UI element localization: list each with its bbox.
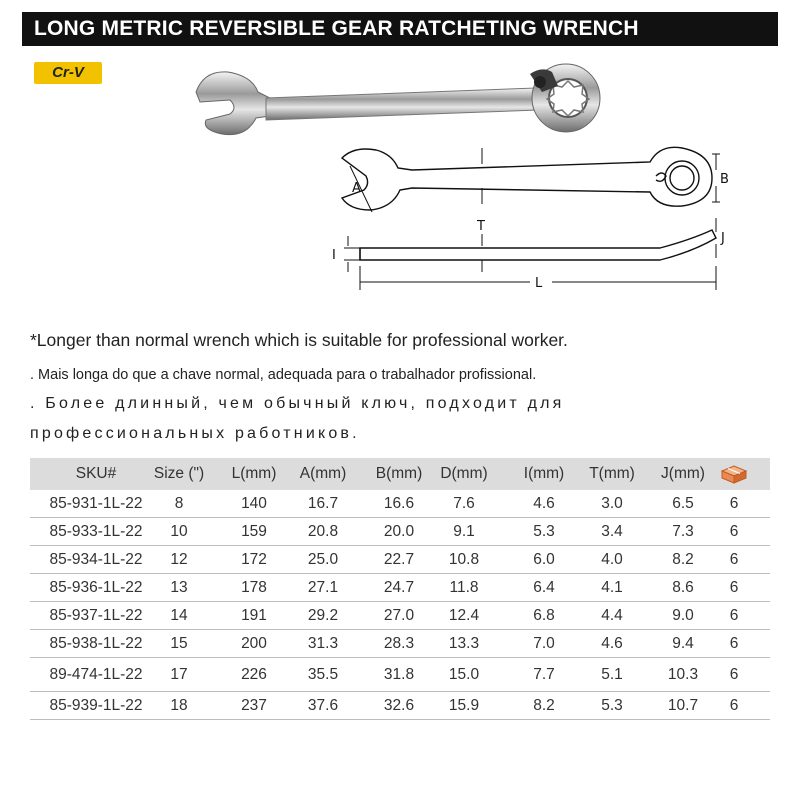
cell-d: 11.8: [449, 578, 479, 596]
cell-i: 8.2: [533, 696, 555, 714]
header-a: A(mm): [299, 465, 347, 482]
table-row: [30, 692, 770, 720]
header-sku: SKU#: [75, 465, 117, 482]
page-title: LONG METRIC REVERSIBLE GEAR RATCHETING WRENCH: [22, 12, 778, 46]
cell-a: 25.0: [307, 550, 339, 568]
cell-t: 5.1: [601, 665, 623, 683]
cell-size: 17: [170, 665, 188, 683]
cell-j: 10.7: [667, 696, 699, 714]
cell-b: 22.7: [383, 550, 415, 568]
cell-qty: 6: [729, 522, 739, 540]
cell-sku: 89-474-1L-22: [49, 665, 143, 683]
cell-qty: 6: [729, 578, 739, 596]
header-size: Size ("): [153, 465, 205, 482]
cell-sku: 85-938-1L-22: [49, 634, 143, 652]
note-russian-line2: профессиональных работников.: [30, 425, 360, 442]
material-badge: Cr-V: [34, 62, 102, 84]
cell-i: 6.0: [533, 550, 555, 568]
cell-i: 4.6: [533, 494, 555, 512]
table-row: [30, 518, 770, 546]
cell-a: 31.3: [307, 634, 339, 652]
table-header: [30, 458, 770, 490]
cell-d: 9.1: [453, 522, 475, 540]
cell-a: 29.2: [307, 606, 339, 624]
cell-a: 37.6: [307, 696, 339, 714]
cell-b: 20.0: [383, 522, 415, 540]
cell-l: 140: [241, 494, 267, 512]
cell-l: 226: [241, 665, 267, 683]
cell-size: 8: [174, 494, 184, 512]
note-russian-line1: . Более длинный, чем обычный ключ, подходит для: [30, 395, 565, 412]
package-box-icon: [714, 458, 754, 490]
cell-size: 10: [170, 522, 188, 540]
cell-j: 7.3: [672, 522, 694, 540]
cell-size: 14: [170, 606, 188, 624]
table-row: [30, 602, 770, 630]
cell-sku: 85-936-1L-22: [49, 578, 143, 596]
dim-label-t: T: [477, 219, 485, 234]
cell-sku: 85-931-1L-22: [49, 494, 143, 512]
cell-i: 7.7: [533, 665, 555, 683]
cell-t: 4.1: [601, 578, 623, 596]
cell-b: 27.0: [383, 606, 415, 624]
cell-sku: 85-934-1L-22: [49, 550, 143, 568]
cell-qty: 6: [729, 696, 739, 714]
cell-i: 5.3: [533, 522, 555, 540]
cell-l: 191: [241, 606, 267, 624]
cell-sku: 85-933-1L-22: [49, 522, 143, 540]
cell-b: 24.7: [383, 578, 415, 596]
cell-l: 178: [241, 578, 267, 596]
cell-l: 237: [241, 696, 267, 714]
cell-l: 172: [241, 550, 267, 568]
cell-i: 7.0: [533, 634, 555, 652]
cell-d: 15.0: [448, 665, 480, 683]
cell-size: 13: [170, 578, 188, 596]
wrench-photo: [186, 62, 616, 152]
header-t: T(mm): [589, 465, 635, 482]
header-b: B(mm): [375, 465, 423, 482]
cell-sku: 85-939-1L-22: [49, 696, 143, 714]
spec-table: [30, 458, 770, 720]
cell-b: 31.8: [383, 665, 415, 683]
table-row: [30, 658, 770, 692]
cell-sku: 85-937-1L-22: [49, 606, 143, 624]
dim-label-a: A: [352, 181, 361, 196]
cell-a: 16.7: [307, 494, 339, 512]
cell-qty: 6: [729, 665, 739, 683]
header-j: J(mm): [661, 465, 705, 482]
cell-j: 9.4: [672, 634, 694, 652]
dimension-drawing: [320, 140, 740, 300]
cell-l: 200: [241, 634, 267, 652]
table-row: [30, 490, 770, 518]
header-d: D(mm): [440, 465, 488, 482]
cell-j: 10.3: [667, 665, 699, 683]
cell-t: 3.0: [601, 494, 623, 512]
header-l: L(mm): [231, 465, 277, 482]
table-row: [30, 630, 770, 658]
cell-b: 32.6: [383, 696, 415, 714]
table-row: [30, 574, 770, 602]
cell-d: 10.8: [448, 550, 480, 568]
cell-i: 6.4: [533, 578, 555, 596]
cell-d: 12.4: [448, 606, 480, 624]
cell-qty: 6: [729, 550, 739, 568]
cell-j: 9.0: [672, 606, 694, 624]
cell-qty: 6: [729, 634, 739, 652]
cell-d: 13.3: [448, 634, 480, 652]
cell-size: 15: [170, 634, 188, 652]
cell-size: 18: [170, 696, 188, 714]
cell-j: 8.2: [672, 550, 694, 568]
cell-t: 4.4: [601, 606, 623, 624]
table-row: [30, 546, 770, 574]
cell-l: 159: [241, 522, 267, 540]
dim-label-j: J: [721, 231, 725, 246]
cell-qty: 6: [729, 606, 739, 624]
cell-i: 6.8: [533, 606, 555, 624]
cell-b: 16.6: [383, 494, 415, 512]
cell-j: 6.5: [672, 494, 694, 512]
cell-size: 12: [170, 550, 188, 568]
header-i: I(mm): [523, 465, 565, 482]
cell-t: 5.3: [601, 696, 623, 714]
note-portuguese: . Mais longa do que a chave normal, adequada para o trabalhador profissional.: [30, 367, 537, 383]
cell-t: 4.6: [601, 634, 623, 652]
dim-label-b: B: [720, 172, 729, 187]
cell-a: 20.8: [307, 522, 339, 540]
cell-t: 4.0: [601, 550, 623, 568]
dim-label-i: I: [332, 248, 336, 263]
dim-label-l: L: [535, 276, 543, 291]
cell-a: 27.1: [307, 578, 339, 596]
cell-j: 8.6: [672, 578, 694, 596]
cell-a: 35.5: [307, 665, 339, 683]
cell-d: 15.9: [448, 696, 480, 714]
table-body: [30, 490, 770, 720]
cell-d: 7.6: [453, 494, 475, 512]
cell-qty: 6: [729, 494, 739, 512]
cell-t: 3.4: [601, 522, 623, 540]
note-english: *Longer than normal wrench which is suitable for professional worker.: [30, 330, 568, 350]
cell-b: 28.3: [383, 634, 415, 652]
